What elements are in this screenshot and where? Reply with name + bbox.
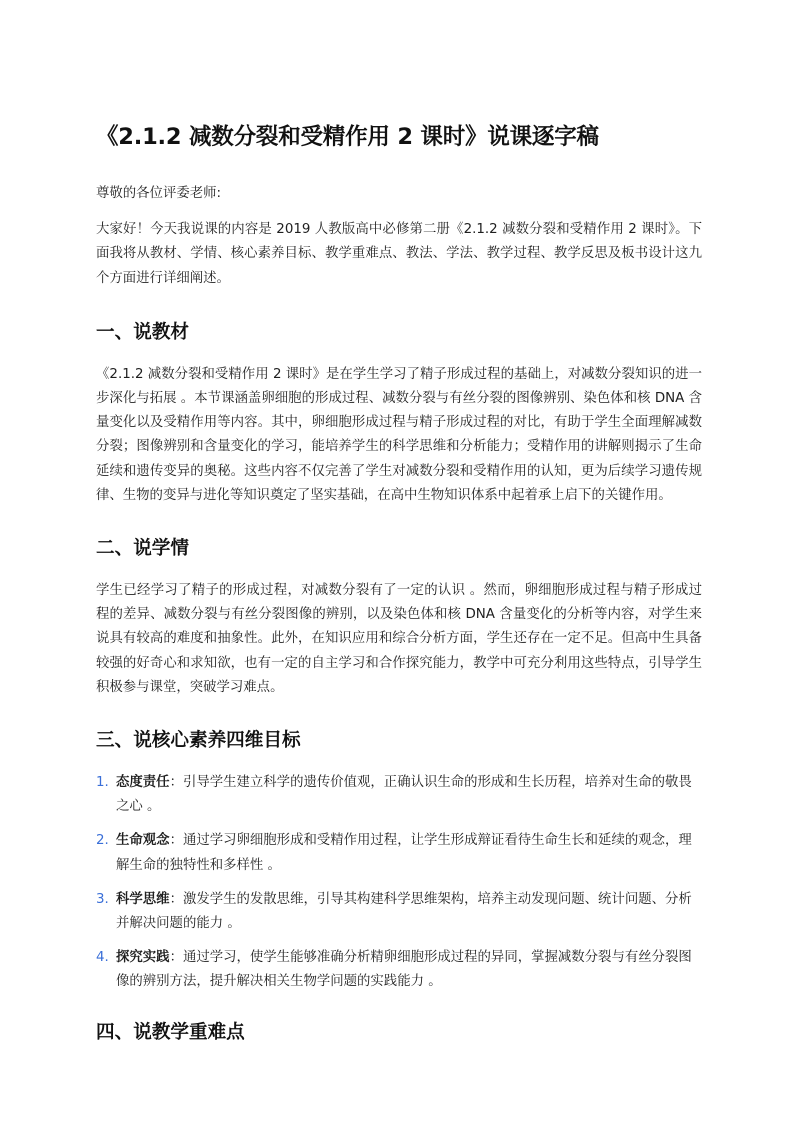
objectives-list (96, 771, 702, 995)
section-heading-students: 二、说学情 (96, 538, 189, 560)
list-term: 探究实践 (116, 950, 170, 966)
list-term: 态度责任 (116, 775, 170, 791)
list-text: ：引导学生建立科学的遗传价值观，正确认识生命的形成和生长历程，培养对生命的敬畏之心 。 (116, 775, 692, 815)
list-number: 1. (96, 775, 109, 791)
document-title: 《2.1.2 减数分裂和受精作用 2 课时》说课逐字稿 (96, 124, 599, 150)
list-item (96, 829, 702, 877)
section-body-textbook: 《2.1.2 减数分裂和受精作用 2 课时》是在学生学习了精子形成过程的基础上，对减数分裂知识的进一步深化与拓展 。本节课涵盖卵细胞的形成过程、减数分裂与有丝分裂的图像辨别、染色体和核 DNA 含量变化以及受精作用等内容。其中，卵细胞形成过程与精子形成过程的对比，有助于学生全面理解减数分裂；图像辨别和含量变化的学习，能培养学生的科学思维和分析能力；受精作用的讲解则揭示了生命延续和遗传变异的奥秘。这些内容不仅完善了学生对减数分裂和受精作用的认知，更为后续学习遗传规律、生物的变异与进化等知识奠定了坚实基础，在高中生物知识体系中起着承上启下的关键作用。 (96, 366, 702, 503)
list-item (96, 771, 702, 819)
intro-paragraph: 大家好！今天我说课的内容是 2019 人教版高中必修第二册《2.1.2 减数分裂和受精作用 2 课时》。下面我将从教材、学情、核心素养目标、教学重难点、教法、学法、教学过程、教学反思及板书设计这九个方面进行详细阐述。 (96, 222, 702, 286)
section-heading-objectives: 三、说核心素养四维目标 (96, 730, 301, 752)
list-text: ：激发学生的发散思维，引导其构建科学思维架构，培养主动发现问题、统计问题、分析并解决问题的能力 。 (116, 891, 692, 932)
document-page (96, 112, 702, 1063)
list-text: ：通过学习，使学生能够准确分析精卵细胞形成过程的异同，掌握减数分裂与有丝分裂图像的辨别方法，提升解决相关生物学问题的实践能力 。 (116, 950, 692, 990)
list-number: 3. (96, 891, 109, 907)
section-heading-key-points: 四、说教学重难点 (96, 1021, 245, 1043)
list-term: 科学思维 (116, 891, 170, 907)
list-number: 2. (96, 833, 109, 849)
section-body-students: 学生已经学习了精子的形成过程，对减数分裂有了一定的认识 。然而，卵细胞形成过程与精子形成过程的差异、减数分裂与有丝分裂图像的辨别，以及染色体和核 DNA 含量变化的分析等内容，对学生来说具有较高的难度和抽象性。此外，在知识应用和综合分析方面，学生还存在一定不足。但高中生具备较强的好奇心和求知欲，也有一定的自主学习和合作探究能力，教学中可充分利用这些特点，引导学生积极参与课堂，突破学习难点。 (96, 583, 702, 695)
salutation: 尊敬的各位评委老师: (96, 186, 222, 201)
list-text: ：通过学习卵细胞形成和受精作用过程，让学生形成辩证看待生命生长和延续的观念，理解生命的独特性和多样性 。 (116, 833, 692, 873)
list-term: 生命观念 (116, 833, 170, 849)
list-item (96, 946, 702, 994)
list-number: 4. (96, 950, 109, 966)
list-item (96, 888, 702, 936)
section-heading-textbook: 一、说教材 (96, 321, 189, 343)
